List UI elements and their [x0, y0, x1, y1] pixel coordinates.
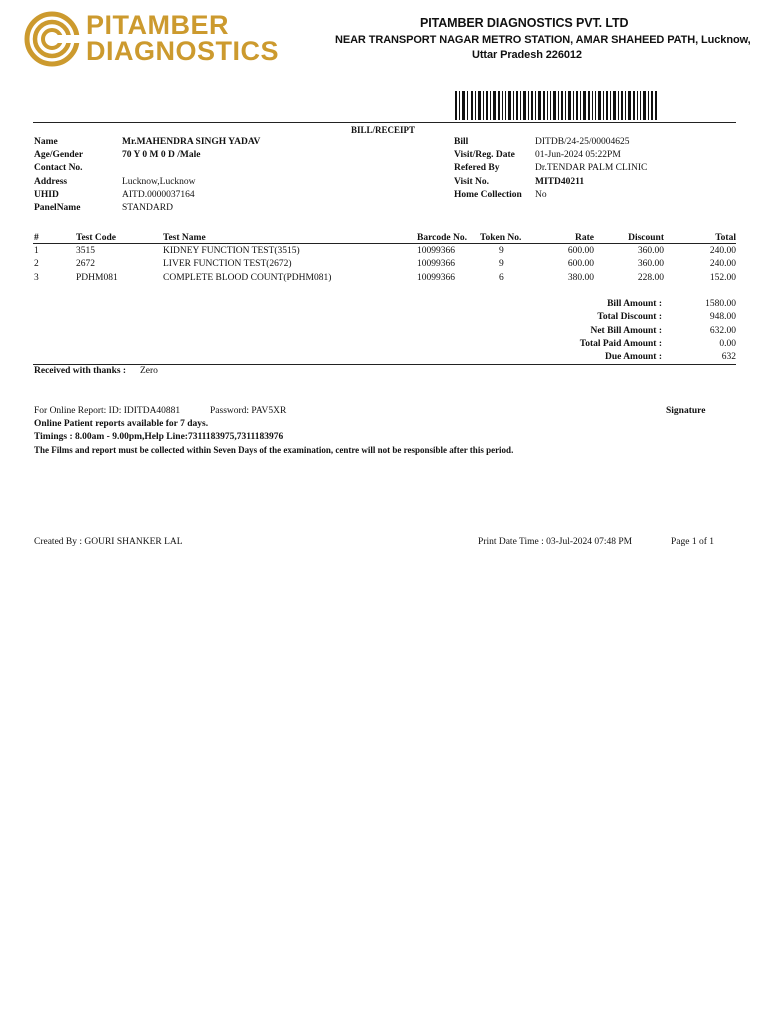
total-paid-label: Total Paid Amount : — [579, 339, 662, 349]
row-index: 1 — [34, 246, 39, 256]
visit-no-label: Visit No. — [454, 177, 490, 187]
due-amount-value: 632 — [721, 352, 736, 362]
created-by: Created By : GOURI SHANKER LAL — [34, 537, 183, 547]
col-barcode-header: Barcode No. — [417, 233, 467, 243]
row-index: 3 — [34, 273, 39, 283]
panel-label: PanelName — [34, 203, 81, 213]
contact-label: Contact No. — [34, 163, 83, 173]
row-test-name: LIVER FUNCTION TEST(2672) — [163, 259, 292, 269]
logo-line2: DIAGNOSTICS — [86, 36, 280, 66]
total-paid-value: 0.00 — [719, 339, 736, 349]
row-token: 9 — [499, 246, 504, 256]
address-label: Address — [34, 177, 68, 187]
patient-age: 70 Y 0 M 0 D /Male — [122, 150, 201, 160]
received-value: Zero — [140, 366, 158, 376]
signature-label: Signature — [666, 406, 706, 416]
barcode-icon — [455, 91, 657, 120]
company-name: PITAMBER DIAGNOSTICS PVT. LTD — [420, 16, 629, 30]
bill-amount-value: 1580.00 — [705, 299, 736, 309]
col-total-header: Total — [715, 233, 736, 243]
row-index: 2 — [34, 259, 39, 269]
report-password: Password: PAV5XR — [210, 406, 287, 416]
row-token: 9 — [499, 259, 504, 269]
visit-date: 01-Jun-2024 05:22PM — [535, 150, 621, 160]
home-collection: No — [535, 190, 547, 200]
uhid-label: UHID — [34, 190, 59, 200]
referred-by: Dr.TENDAR PALM CLINIC — [535, 163, 648, 173]
logo-line1: PITAMBER — [86, 10, 229, 40]
company-address-line1: NEAR TRANSPORT NAGAR METRO STATION, AMAR SHAHEED PATH, Lucknow, — [335, 34, 751, 46]
company-address-line2: Uttar Pradesh 226012 — [472, 49, 582, 61]
online-report-id: For Online Report: ID: IDITDA40881 — [34, 406, 181, 416]
note-films: The Films and report must be collected within Seven Days of the examination, centre will not be responsible after this period. — [34, 445, 514, 455]
visit-date-label: Visit/Reg. Date — [454, 150, 515, 160]
row-barcode: 10099366 — [417, 246, 455, 256]
bill-label: Bill — [454, 137, 469, 147]
note-online-reports: Online Patient reports available for 7 days. — [34, 419, 209, 429]
received-label: Received with thanks : — [34, 366, 127, 376]
summary-rule — [33, 364, 736, 365]
net-bill-value: 632.00 — [709, 326, 736, 336]
row-code: 3515 — [76, 246, 95, 256]
logo-rings-icon — [24, 11, 82, 67]
row-test-name: KIDNEY FUNCTION TEST(3515) — [163, 246, 300, 256]
row-code: PDHM081 — [76, 273, 118, 283]
row-test-name: COMPLETE BLOOD COUNT(PDHM081) — [163, 273, 332, 283]
row-discount: 360.00 — [637, 246, 664, 256]
net-bill-label: Net Bill Amount : — [590, 326, 662, 336]
col-name-header: Test Name — [163, 233, 206, 243]
total-discount-value: 948.00 — [709, 312, 736, 322]
age-label: Age/Gender — [34, 150, 84, 160]
row-discount: 360.00 — [637, 259, 664, 269]
header-rule — [33, 122, 736, 123]
row-rate: 600.00 — [567, 259, 594, 269]
row-barcode: 10099366 — [417, 273, 455, 283]
name-label: Name — [34, 137, 58, 147]
bill-number: DITDB/24-25/00004625 — [535, 137, 630, 147]
doc-title: BILL/RECEIPT — [351, 125, 416, 135]
row-discount: 228.00 — [637, 273, 664, 283]
patient-panel: STANDARD — [122, 203, 173, 213]
referred-label: Refered By — [454, 163, 500, 173]
table-header-rule — [33, 243, 736, 244]
row-total: 240.00 — [709, 246, 736, 256]
col-index-header: # — [34, 233, 39, 243]
col-discount-header: Discount — [628, 233, 664, 243]
patient-uhid: AITD.0000037164 — [122, 190, 195, 200]
row-rate: 380.00 — [567, 273, 594, 283]
col-code-header: Test Code — [76, 233, 117, 243]
row-token: 6 — [499, 273, 504, 283]
visit-no: MITD40211 — [535, 177, 585, 187]
row-total: 240.00 — [709, 259, 736, 269]
due-amount-label: Due Amount : — [604, 352, 662, 362]
print-date-time: Print Date Time : 03-Jul-2024 07:48 PM — [478, 537, 633, 547]
row-barcode: 10099366 — [417, 259, 455, 269]
col-rate-header: Rate — [575, 233, 594, 243]
bill-amount-label: Bill Amount : — [607, 299, 662, 309]
home-collection-label: Home Collection — [454, 190, 522, 200]
total-discount-label: Total Discount : — [597, 312, 662, 322]
page-number: Page 1 of 1 — [671, 537, 715, 547]
patient-name: Mr.MAHENDRA SINGH YADAV — [122, 137, 261, 147]
row-total: 152.00 — [709, 273, 736, 283]
company-logo — [24, 11, 282, 67]
patient-address: Lucknow,Lucknow — [122, 177, 196, 187]
note-timings: Timings : 8.00am - 9.00pm,Help Line:7311183975,7311183976 — [34, 432, 284, 442]
row-rate: 600.00 — [567, 246, 594, 256]
col-token-header: Token No. — [480, 233, 522, 243]
row-code: 2672 — [76, 259, 95, 269]
